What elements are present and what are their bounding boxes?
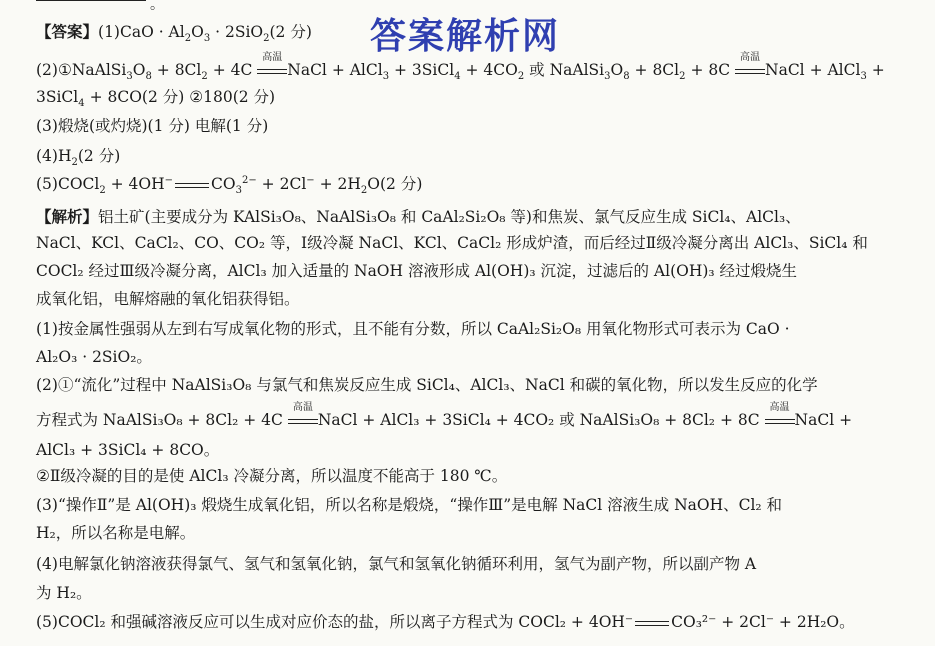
analysis-p6-line2: 为 H₂。 xyxy=(36,584,92,602)
analysis-p3-line2: 方程式为 NaAlSi₃O₈ + 8Cl₂ + 4C 高温 NaCl + AlCl₃ + 3SiCl₄ + 4CO₂ 或 NaAlSi₃O₈ + 8Cl₂ + 8C 高温 NaCl + xyxy=(36,402,853,429)
watermark: 答案解析网 xyxy=(370,16,561,57)
analysis-p5-line2: H₂，所以名称是电解。 xyxy=(36,524,196,542)
reaction-condition: 高温 xyxy=(735,61,765,79)
answer-line-2: $(2)①NaAlSi_3O_8 + 8Cl_2 + 4C$ 高温 NaCl + AlCl$_3$ + 3SiCl$_4$ + $4CO_2$ 或 $NaAlSi_3O_8 + 8Cl_2 + 8C$ 高温 NaCl + AlCl$_3$ + xyxy=(36,52,885,83)
answer-line-2b: 3SiCl$_4$ + 8CO(2 分) ②180(2 分) xyxy=(36,88,276,110)
answer-line-1: 【答案】$(1)CaO \cdot Al_2O_3 \cdot 2SiO_2(2$ 分) xyxy=(36,22,312,45)
analysis-p2-line1: (1)按金属性强弱从左到右写成氧化物的形式，且不能有分数，所以 CaAl₂Si₂O₈ 用氧化物形式可表示为 CaO · xyxy=(36,320,790,338)
top-period: 。 xyxy=(150,0,164,13)
analysis-p7: (5)COCl₂ 和强碱溶液反应可以生成对应价态的盐，所以离子方程式为 COCl₂ + 4OH⁻ CO₃²⁻ + 2Cl⁻ + 2H₂O。 xyxy=(36,613,855,631)
answer-line-5: (5)COCl$_2$ + 4OH− $CO_3^{2-} + 2Cl^- + 2H_2O(2$ 分) xyxy=(36,174,423,197)
reaction-condition: 高温 xyxy=(257,61,287,79)
analysis-p3-line1: (2)①“流化”过程中 NaAlSi₃O₈ 与氯气和焦炭反应生成 SiCl₄、AlCl₃、NaCl 和碳的氧化物，所以发生反应的化学 xyxy=(36,376,818,394)
analysis-label: 【解析】 xyxy=(36,207,99,226)
reaction-condition: 高温 xyxy=(765,411,795,429)
answer-line-3: (3)煅烧(或灼烧)(1 分) 电解(1 分) xyxy=(36,117,269,135)
answer-blank-line xyxy=(36,0,146,1)
analysis-p4: ②Ⅱ级冷凝的目的是使 AlCl₃ 冷凝分离，所以温度不能高于 180 ℃。 xyxy=(36,467,508,485)
analysis-p1-line1: 【解析】铝土矿(主要成分为 KAlSi₃O₈、NaAlSi₃O₈ 和 CaAl₂Si₂O₈ 等)和焦炭、氯气反应生成 SiCl₄、AlCl₃、 xyxy=(36,207,801,226)
answer-label: 【答案】 xyxy=(36,22,99,41)
analysis-p6-line1: (4)电解氯化钠溶液获得氯气、氢气和氢氧化钠，氯气和氢氧化钠循环利用，氢气为副产物，所以副产物 A xyxy=(36,555,757,573)
analysis-p1-line4: 成氧化铝，电解熔融的氧化铝获得铝。 xyxy=(36,290,300,308)
analysis-p5-line1: (3)“操作Ⅱ”是 Al(OH)₃ 煅烧生成氧化铝，所以名称是煅烧，“操作Ⅲ”是电解 NaCl 溶液生成 NaOH、Cl₂ 和 xyxy=(36,496,783,514)
reaction-condition: 高温 xyxy=(288,411,318,429)
bleed-through-text xyxy=(775,0,935,646)
analysis-p3-line3: AlCl₃ + 3SiCl₄ + 8CO。 xyxy=(36,441,220,459)
analysis-p1-line2: NaCl、KCl、CaCl₂、CO、CO₂ 等，Ⅰ级冷凝 NaCl、KCl、CaCl₂ 形成炉渣，而后经过Ⅱ级冷凝分离出 AlCl₃、SiCl₄ 和 xyxy=(36,234,868,252)
analysis-p2-line2: Al₂O₃ · 2SiO₂。 xyxy=(36,348,152,366)
analysis-p1-line3: COCl₂ 经过Ⅲ级冷凝分离，AlCl₃ 加入适量的 NaOH 溶液形成 Al(OH)₃ 沉淀，过滤后的 Al(OH)₃ 经过煅烧生 xyxy=(36,262,798,280)
answer-line-4: $(4)H_2(2$ 分) xyxy=(36,147,121,169)
